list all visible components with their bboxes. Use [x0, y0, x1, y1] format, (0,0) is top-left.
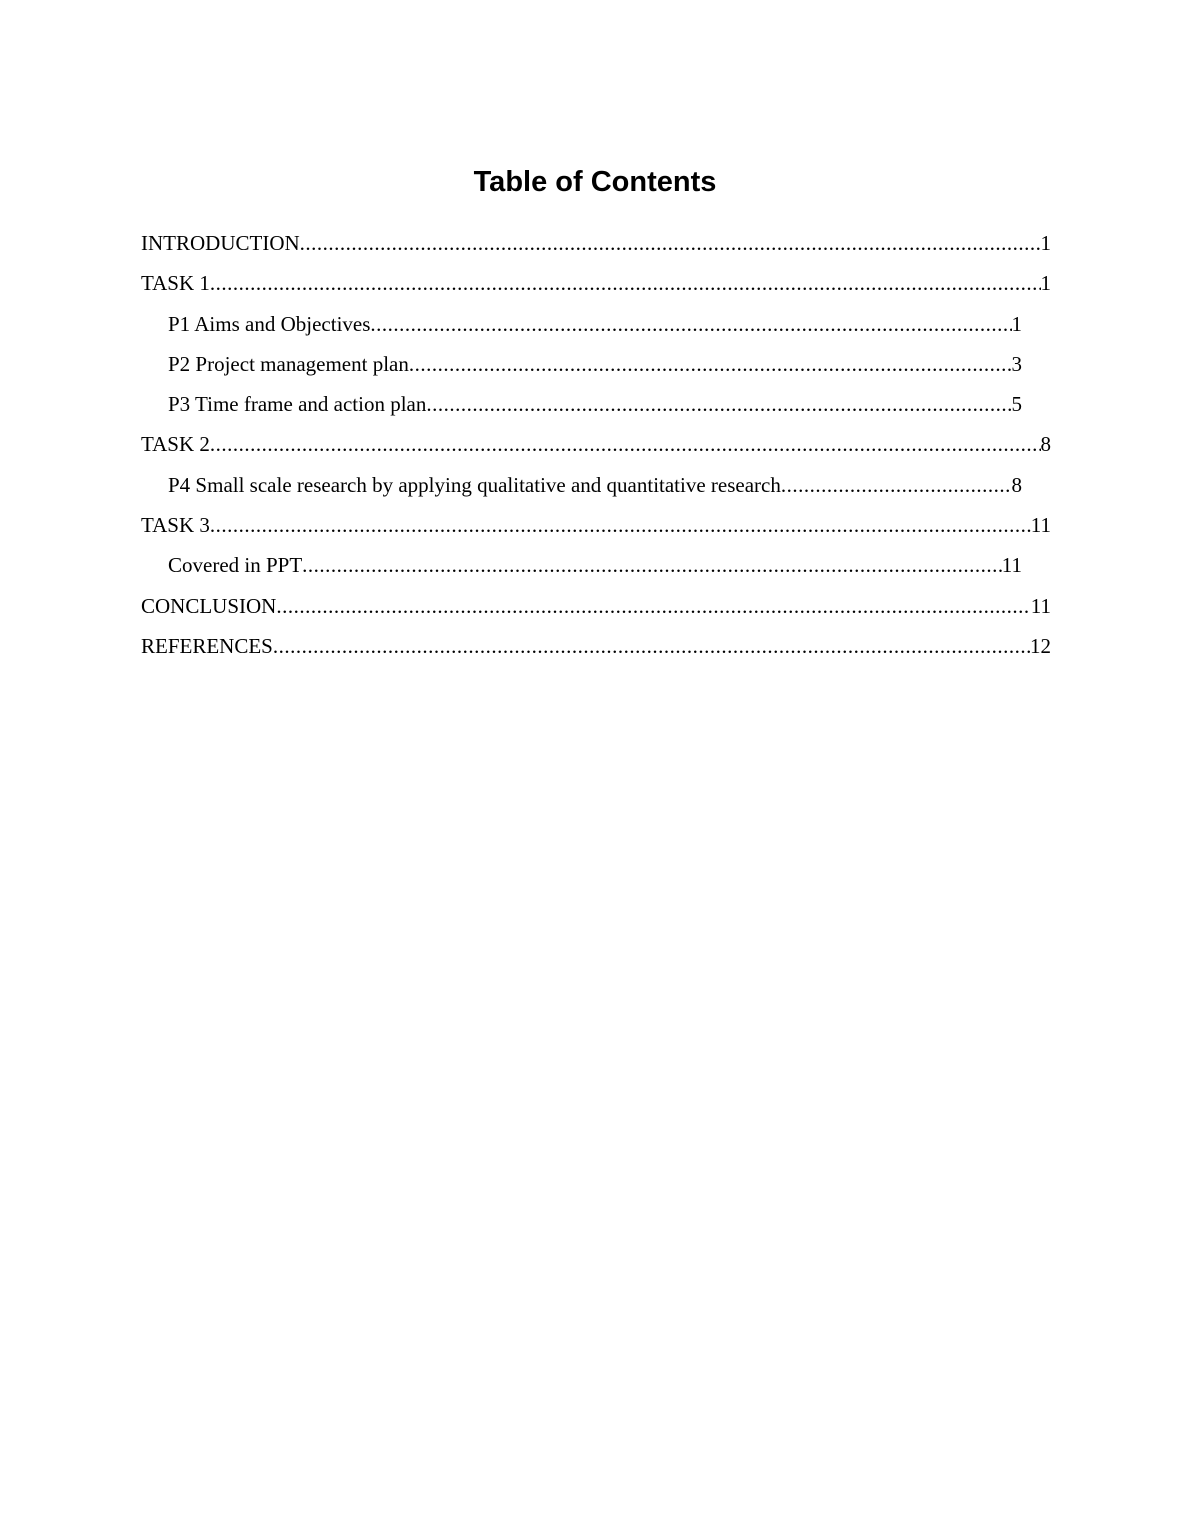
table-of-contents: [141, 225, 1051, 668]
toc-page-number: 1: [1040, 231, 1051, 255]
toc-page-number: 3: [1011, 351, 1022, 376]
toc-leader-dots: [302, 547, 1002, 583]
toc-entry-label: Covered in PPT: [168, 553, 303, 578]
toc-leader-dots: [300, 225, 1041, 261]
toc-leader-dots: [210, 507, 1031, 543]
toc-title: Table of Contents: [473, 166, 717, 198]
toc-entry-introduction[interactable]: [141, 225, 1051, 265]
toc-entry-label: INTRODUCTION: [141, 231, 300, 255]
toc-entry-label: TASK 2: [141, 432, 210, 457]
toc-page-number: 8: [1040, 432, 1051, 457]
toc-entry-label: P2 Project management plan: [168, 351, 409, 376]
toc-entry-label: P1 Aims and Objectives: [168, 311, 371, 336]
toc-entry-label: P4 Small scale research by applying qualitative and quantitative research: [168, 472, 781, 497]
toc-leader-dots: [276, 588, 1030, 624]
toc-entry-task-2[interactable]: [141, 426, 1051, 466]
toc-leader-dots: [370, 306, 1011, 342]
toc-page-number: 8: [1011, 472, 1022, 497]
toc-entry-covered-in-ppt[interactable]: [141, 547, 1022, 587]
toc-leader-dots: [273, 628, 1030, 664]
toc-page-number: 11: [1001, 553, 1022, 578]
toc-entry-label: TASK 3: [141, 513, 210, 538]
toc-entry-label: REFERENCES: [141, 633, 273, 658]
toc-page-number: 5: [1011, 392, 1022, 417]
toc-page-number: 11: [1030, 593, 1051, 618]
toc-leader-dots: [409, 346, 1012, 382]
toc-page-number: 12: [1030, 633, 1051, 658]
toc-leader-dots: [210, 426, 1041, 462]
toc-leader-dots: [210, 265, 1041, 301]
toc-entry-label: CONCLUSION: [141, 593, 277, 618]
toc-entry-p1-aims-objectives[interactable]: [141, 306, 1022, 346]
toc-entry-p3-time-frame[interactable]: [141, 386, 1022, 426]
toc-entry-references[interactable]: [141, 628, 1051, 668]
toc-page-number: 1: [1040, 271, 1051, 296]
toc-entry-p4-small-scale-research[interactable]: [141, 467, 1022, 507]
toc-entry-p2-project-management-plan[interactable]: [141, 346, 1022, 386]
toc-page-number: 11: [1030, 513, 1051, 538]
toc-leader-dots: [781, 467, 1012, 503]
toc-page-number: 1: [1011, 311, 1022, 336]
toc-entry-label: P3 Time frame and action plan: [168, 392, 427, 417]
toc-entry-conclusion[interactable]: [141, 588, 1051, 628]
toc-entry-label: TASK 1: [141, 271, 210, 296]
toc-entry-task-3[interactable]: [141, 507, 1051, 547]
toc-entry-task-1[interactable]: [141, 265, 1051, 305]
toc-leader-dots: [426, 386, 1011, 422]
